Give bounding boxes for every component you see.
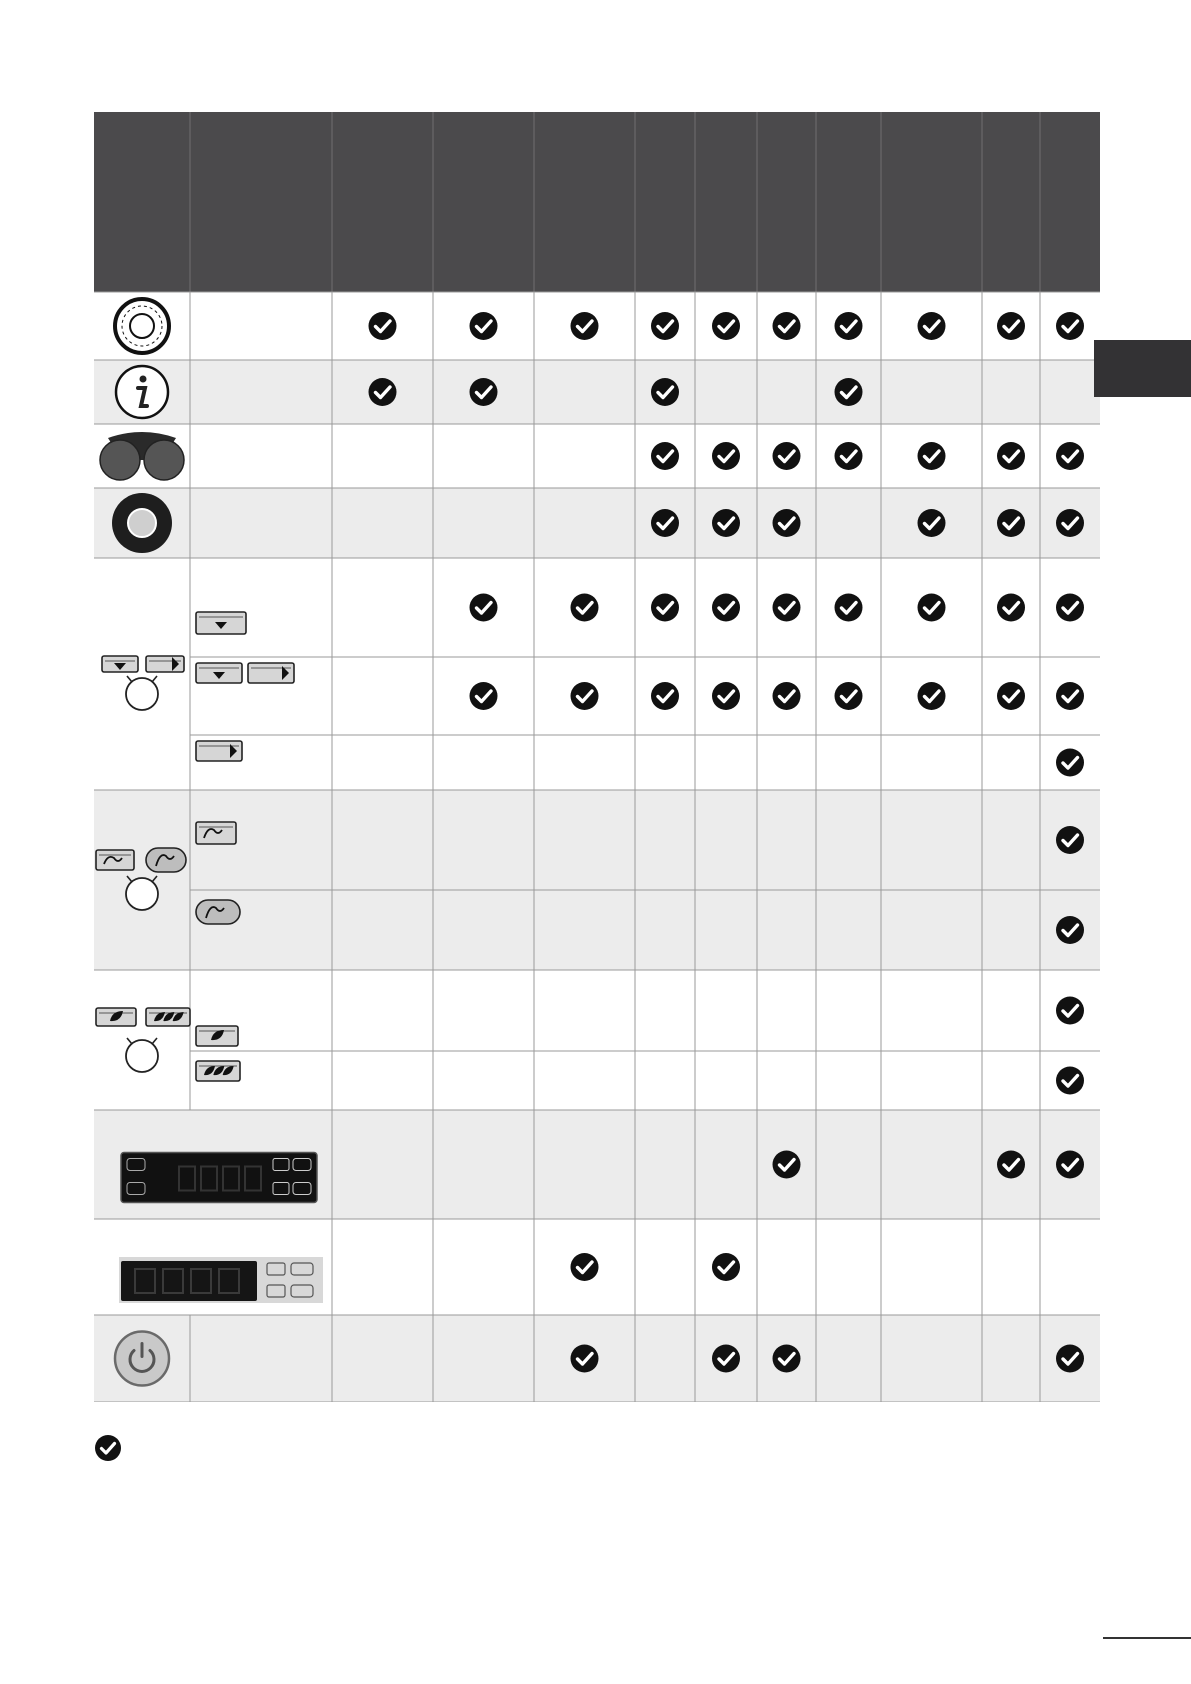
check-mark-icon — [835, 442, 863, 470]
digital-display-panel-icon — [121, 1153, 317, 1203]
check-mark-icon — [1056, 916, 1084, 944]
check-mark-icon — [773, 1345, 801, 1373]
floor-only-mode-icon — [196, 612, 246, 634]
check-mark-icon — [918, 312, 946, 340]
check-mark-icon — [651, 312, 679, 340]
check-mark-icon — [773, 682, 801, 710]
table-row — [94, 1051, 1100, 1110]
light-debris-icon — [196, 1026, 238, 1046]
check-mark-icon — [918, 509, 946, 537]
check-mark-icon — [1056, 312, 1084, 340]
floor-and-walls-mode-icon — [196, 663, 242, 683]
floor-and-walls-mode-icon-2 — [248, 663, 294, 683]
heavy-debris-panel-icon — [146, 1008, 190, 1026]
feature-comparison-table — [94, 112, 1104, 1402]
check-mark-icon — [369, 312, 397, 340]
check-mark-icon — [997, 509, 1025, 537]
check-mark-icon — [997, 442, 1025, 470]
check-mark-icon — [773, 442, 801, 470]
check-mark-icon — [918, 442, 946, 470]
check-mark-icon — [1056, 594, 1084, 622]
check-mark-icon — [712, 442, 740, 470]
walls-only-mode-icon — [196, 741, 242, 761]
check-mark-icon — [369, 378, 397, 406]
light-debris-panel-icon — [96, 1008, 136, 1026]
table-row — [94, 488, 1100, 558]
check-mark-icon — [651, 682, 679, 710]
check-mark-icon — [1056, 682, 1084, 710]
chapter-side-tab — [1094, 340, 1191, 397]
check-mark-icon — [651, 509, 679, 537]
table-row — [94, 970, 1100, 1051]
check-mark-icon — [835, 312, 863, 340]
check-mark-icon — [712, 312, 740, 340]
rectangular-pool-panel-icon — [96, 850, 134, 870]
feature-grid — [94, 112, 1104, 1402]
power-button-icon — [115, 1332, 169, 1386]
check-mark-icon — [470, 682, 498, 710]
lift-system-knob-icon — [112, 493, 172, 553]
check-mark-icon — [835, 682, 863, 710]
check-mark-icon — [571, 682, 599, 710]
check-mark-icon — [571, 1345, 599, 1373]
check-mark-icon — [773, 312, 801, 340]
legend-check-icon — [94, 1434, 122, 1462]
check-mark-icon — [712, 1345, 740, 1373]
check-mark-icon — [651, 594, 679, 622]
check-mark-icon — [835, 594, 863, 622]
heavy-debris-icon — [196, 1061, 240, 1081]
check-mark-icon — [1056, 509, 1084, 537]
info-icon — [116, 366, 168, 418]
check-mark-icon — [773, 594, 801, 622]
table-row — [94, 890, 1100, 970]
check-mark-icon — [997, 682, 1025, 710]
check-mark-icon — [651, 378, 679, 406]
check-mark-icon — [1056, 826, 1084, 854]
start-stop-knob-icon — [115, 299, 169, 353]
check-mark-icon — [918, 682, 946, 710]
mode-selector-knob-icon — [126, 676, 158, 710]
check-mark-icon — [997, 312, 1025, 340]
check-mark-icon — [997, 594, 1025, 622]
check-mark-icon — [571, 594, 599, 622]
check-mark-icon — [835, 378, 863, 406]
check-mark-icon — [1056, 442, 1084, 470]
check-mark-icon — [1056, 1345, 1084, 1373]
page-number-rule — [1103, 1637, 1191, 1639]
check-mark-icon — [712, 1253, 740, 1281]
check-mark-icon — [571, 312, 599, 340]
check-mark-icon — [651, 442, 679, 470]
table-row — [94, 360, 1100, 424]
table-row — [94, 424, 1100, 488]
check-mark-icon — [773, 509, 801, 537]
check-mark-icon — [571, 1253, 599, 1281]
check-mark-icon — [1056, 997, 1084, 1025]
freeform-pool-icon — [196, 900, 240, 924]
walls-only-panel-icon — [146, 656, 184, 672]
check-mark-icon — [470, 312, 498, 340]
digital-timer-display-icon — [119, 1257, 323, 1303]
check-mark-icon — [712, 509, 740, 537]
check-mark-icon — [773, 1151, 801, 1179]
check-mark-icon — [1056, 1067, 1084, 1095]
pool-shape-knob-icon — [126, 876, 158, 910]
check-mark-icon — [470, 378, 498, 406]
check-mark-icon — [712, 594, 740, 622]
table-row — [94, 790, 1100, 890]
debris-level-knob-icon — [126, 1038, 158, 1072]
check-mark-icon — [1056, 749, 1084, 777]
table-header — [94, 112, 1100, 292]
check-mark-icon — [997, 1151, 1025, 1179]
check-mark-icon — [712, 682, 740, 710]
check-mark-icon — [918, 594, 946, 622]
floor-only-panel-icon — [102, 656, 138, 672]
check-mark-icon — [470, 594, 498, 622]
table-row — [94, 735, 1100, 790]
freeform-pool-panel-icon — [146, 848, 186, 872]
check-mark-icon — [1056, 1151, 1084, 1179]
rectangular-pool-icon — [196, 822, 236, 844]
